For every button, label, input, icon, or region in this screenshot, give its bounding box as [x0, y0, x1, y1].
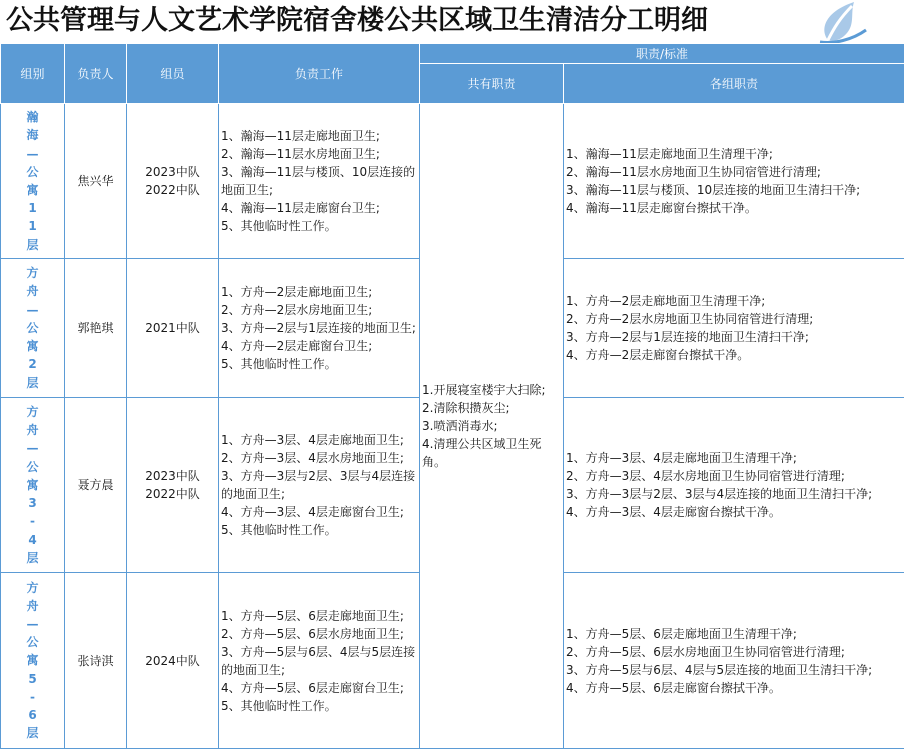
group-name-char: 寓: [1, 476, 64, 494]
group-name-char: 3: [1, 494, 64, 512]
group-duty-item: 4、方舟—2层走廊窗台擦拭干净。: [566, 346, 902, 364]
group-duty-cell: [564, 398, 904, 573]
member-item: 2024中队: [127, 652, 218, 670]
work-item: 3、瀚海—11层与楼顶、10层连接的地面卫生;: [221, 163, 417, 199]
group-name-char: 瀚: [1, 108, 64, 126]
group-name-char: 寓: [1, 651, 64, 669]
header-duty-standard: 职责/标准: [420, 44, 904, 64]
header-group-duty: 各组职责: [564, 64, 904, 104]
work-item: 4、方舟—5层、6层走廊窗台卫生;: [221, 679, 417, 697]
members-cell: [127, 104, 219, 259]
work-item: 1、方舟—5层、6层走廊地面卫生;: [221, 607, 417, 625]
group-name-char: 4: [1, 531, 64, 549]
work-item: 2、方舟—5层、6层水房地面卫生;: [221, 625, 417, 643]
group-name-char: 公: [1, 319, 64, 337]
leader-cell: 聂方晨: [65, 398, 127, 573]
group-duty-item: 1、方舟—3层、4层走廊地面卫生清理干净;: [566, 449, 902, 467]
work-cell: [219, 398, 420, 573]
shared-duty-cell: [420, 104, 564, 749]
group-name-char: -: [1, 688, 64, 706]
group-name-char: 层: [1, 549, 64, 567]
group-duty-item: 3、方舟—2层与1层连接的地面卫生清扫干净;: [566, 328, 902, 346]
member-item: 2021中队: [127, 319, 218, 337]
group-name-char: 公: [1, 633, 64, 651]
work-item: 2、方舟—3层、4层水房地面卫生;: [221, 449, 417, 467]
leader-cell: 焦兴华: [65, 104, 127, 259]
group-name-char: 方: [1, 403, 64, 421]
group-name-char: 5: [1, 670, 64, 688]
member-item: 2023中队: [127, 163, 218, 181]
header-members: 组员: [127, 44, 219, 104]
work-item: 1、方舟—2层走廊地面卫生;: [221, 283, 417, 301]
member-item: 2023中队: [127, 467, 218, 485]
group-duty-item: 4、方舟—5层、6层走廊窗台擦拭干净。: [566, 679, 902, 697]
header-leader: 负责人: [65, 44, 127, 104]
work-item: 3、方舟—3层与2层、3层与4层连接的地面卫生;: [221, 467, 417, 503]
group-duty-item: 1、瀚海—11层走廊地面卫生清理干净;: [566, 145, 902, 163]
group-name-char: 6: [1, 706, 64, 724]
leader-cell: 张诗淇: [65, 573, 127, 749]
group-duty-item: 2、方舟—3层、4层水房地面卫生协同宿管进行清理;: [566, 467, 902, 485]
work-item: 4、瀚海—11层走廊窗台卫生;: [221, 199, 417, 217]
group-name-char: 1: [1, 217, 64, 235]
work-cell: [219, 573, 420, 749]
group-name-char: 海: [1, 126, 64, 144]
table-body: [1, 104, 904, 749]
members-cell: [127, 398, 219, 573]
group-duty-item: 1、方舟—5层、6层走廊地面卫生清理干净;: [566, 625, 902, 643]
group-name-char: 层: [1, 236, 64, 254]
group-name-cell: [1, 104, 65, 259]
shared-duty-item: 4.清理公共区域卫生死角。: [422, 435, 561, 471]
group-duty-cell: [564, 573, 904, 749]
group-name-char: —: [1, 439, 64, 457]
group-name-char: 1: [1, 199, 64, 217]
group-duty-item: 4、方舟—3层、4层走廊窗台擦拭干净。: [566, 503, 902, 521]
group-name-char: 方: [1, 579, 64, 597]
page-title: 公共管理与人文艺术学院宿舍楼公共区域卫生清洁分工明细: [6, 2, 708, 40]
work-item: 4、方舟—2层走廊窗台卫生;: [221, 337, 417, 355]
work-item: 5、其他临时性工作。: [221, 355, 417, 373]
group-duty-cell: [564, 104, 904, 259]
group-name-char: 2: [1, 355, 64, 373]
member-item: 2022中队: [127, 181, 218, 199]
group-name-char: —: [1, 615, 64, 633]
cleaning-duty-table: [0, 43, 904, 749]
work-item: 4、方舟—3层、4层走廊窗台卫生;: [221, 503, 417, 521]
work-item: 5、其他临时性工作。: [221, 521, 417, 539]
group-name-char: 舟: [1, 282, 64, 300]
group-name-char: 层: [1, 374, 64, 392]
work-item: 5、其他临时性工作。: [221, 217, 417, 235]
members-cell: [127, 573, 219, 749]
group-duty-item: 4、瀚海—11层走廊窗台擦拭干净。: [566, 199, 902, 217]
work-item: 2、瀚海—11层水房地面卫生;: [221, 145, 417, 163]
group-name-char: 公: [1, 458, 64, 476]
header-work: 负责工作: [219, 44, 420, 104]
group-duty-item: 2、方舟—2层水房地面卫生协同宿管进行清理;: [566, 310, 902, 328]
member-item: 2022中队: [127, 485, 218, 503]
group-name-char: 寓: [1, 181, 64, 199]
group-name-char: 公: [1, 163, 64, 181]
group-name-char: 舟: [1, 421, 64, 439]
group-name-cell: [1, 573, 65, 749]
work-item: 5、其他临时性工作。: [221, 697, 417, 715]
table-row: [1, 104, 904, 259]
leaf-logo-icon: [814, 0, 870, 44]
group-duty-item: 2、方舟—5层、6层水房地面卫生协同宿管进行清理;: [566, 643, 902, 661]
group-name-char: 舟: [1, 597, 64, 615]
work-cell: [219, 259, 420, 398]
work-cell: [219, 104, 420, 259]
group-duty-cell: [564, 259, 904, 398]
group-duty-item: 3、方舟—5层与6层、4层与5层连接的地面卫生清扫干净;: [566, 661, 902, 679]
group-duty-item: 1、方舟—2层走廊地面卫生清理干净;: [566, 292, 902, 310]
group-name-cell: [1, 259, 65, 398]
shared-duty-item: 1.开展寝室楼宇大扫除;: [422, 381, 561, 399]
group-name-char: —: [1, 301, 64, 319]
work-item: 1、方舟—3层、4层走廊地面卫生;: [221, 431, 417, 449]
group-name-char: 方: [1, 264, 64, 282]
group-name-char: -: [1, 512, 64, 530]
header-shared-duty: 共有职责: [420, 64, 564, 104]
group-name-cell: [1, 398, 65, 573]
group-name-char: —: [1, 145, 64, 163]
header-group: 组别: [1, 44, 65, 104]
members-cell: [127, 259, 219, 398]
work-item: 3、方舟—5层与6层、4层与5层连接的地面卫生;: [221, 643, 417, 679]
group-name-char: 寓: [1, 337, 64, 355]
shared-duty-item: 3.喷洒消毒水;: [422, 417, 561, 435]
shared-duty-item: 2.清除积攒灰尘;: [422, 399, 561, 417]
work-item: 2、方舟—2层水房地面卫生;: [221, 301, 417, 319]
work-item: 1、瀚海—11层走廊地面卫生;: [221, 127, 417, 145]
group-name-char: 层: [1, 724, 64, 742]
group-duty-item: 3、瀚海—11层与楼顶、10层连接的地面卫生清扫干净;: [566, 181, 902, 199]
leader-cell: 郭艳琪: [65, 259, 127, 398]
work-item: 3、方舟—2层与1层连接的地面卫生;: [221, 319, 417, 337]
group-duty-item: 2、瀚海—11层水房地面卫生协同宿管进行清理;: [566, 163, 902, 181]
group-duty-item: 3、方舟—3层与2层、3层与4层连接的地面卫生清扫干净;: [566, 485, 902, 503]
